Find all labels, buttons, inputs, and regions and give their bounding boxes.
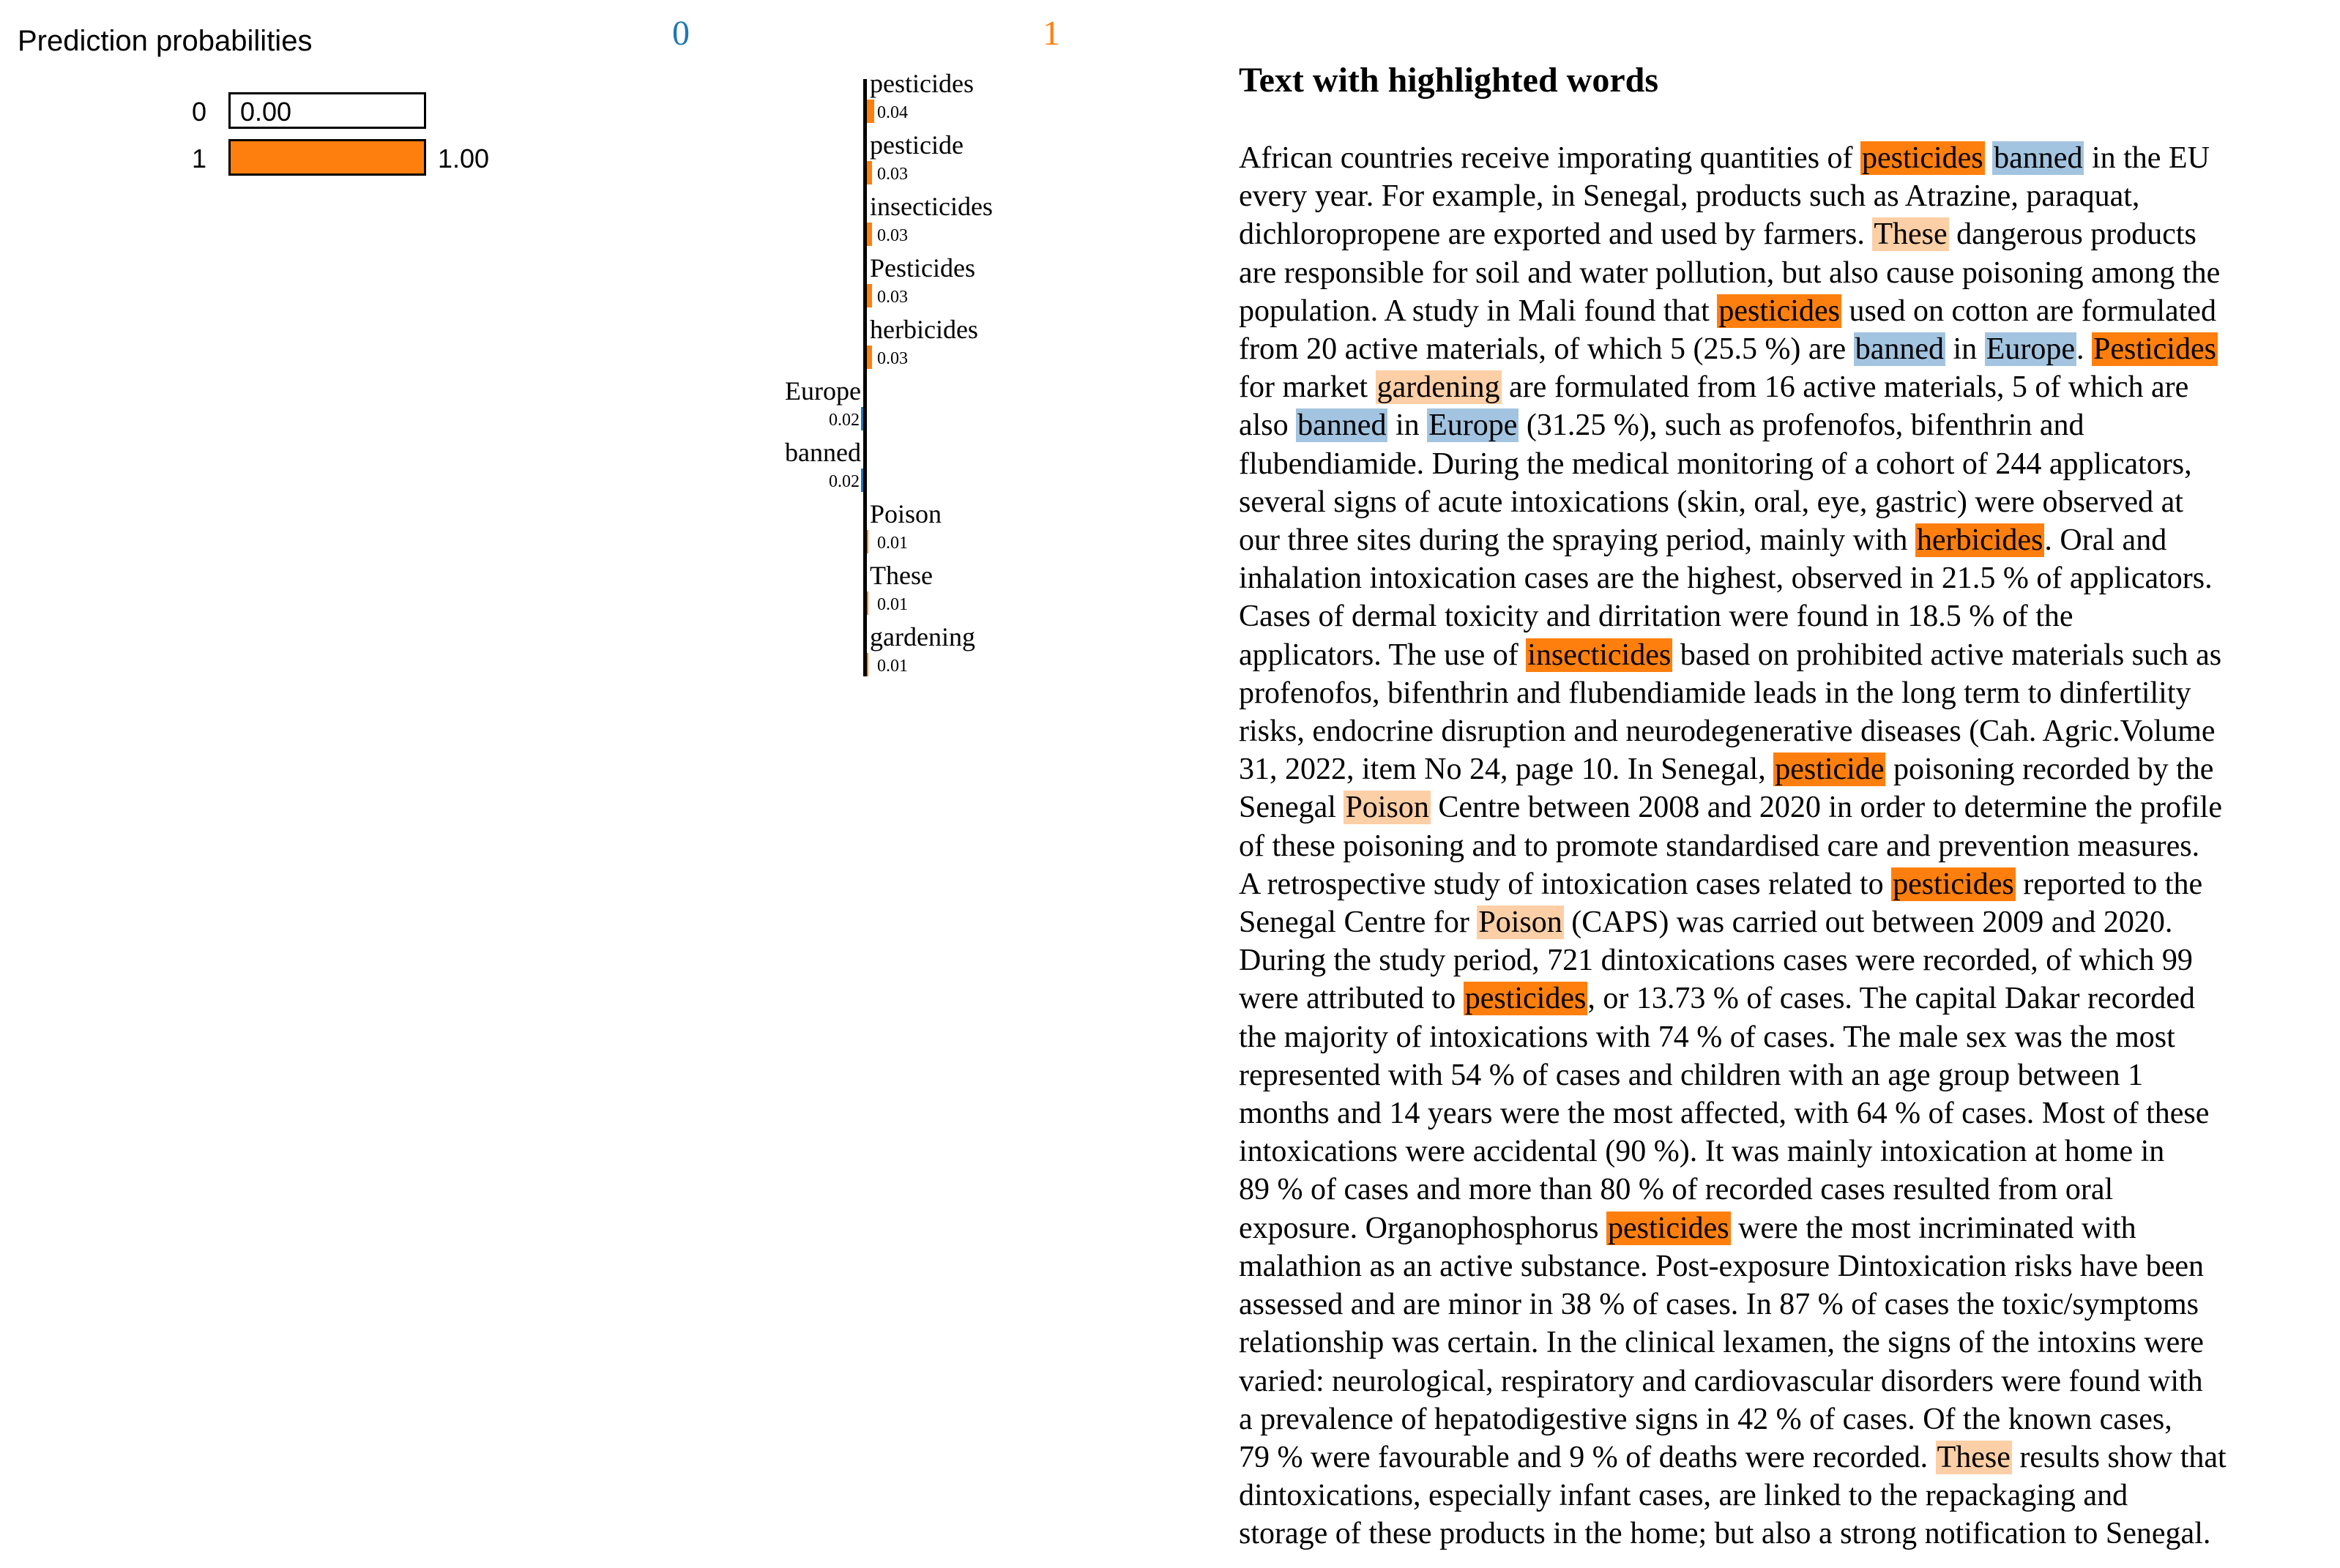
feature-value-label: 0.02 xyxy=(829,472,860,491)
text-line xyxy=(1239,1056,2322,1094)
text-segment: (31.25 %), such as profenofos, bifenthrin and xyxy=(1519,408,2084,443)
text-line xyxy=(1239,1476,2322,1515)
text-line xyxy=(1239,1515,2322,1553)
text-line xyxy=(1239,979,2322,1018)
highlighted-word: pesticides xyxy=(1608,1211,1729,1245)
feature-word-label: pesticide xyxy=(870,130,964,160)
text-segment: A retrospective study of intoxication cases related to xyxy=(1239,867,1892,901)
feature-word-label: insecticides xyxy=(870,192,993,221)
text-line xyxy=(1239,1018,2322,1056)
text-segment: dichloropropene are exported and used by farmers. xyxy=(1239,217,1873,252)
text-segment: . Oral and xyxy=(2044,523,2167,558)
text-segment: reported to the xyxy=(2015,867,2203,901)
text-segment: were the most incriminated with xyxy=(1730,1211,2136,1245)
text-line xyxy=(1239,215,2322,253)
highlighted-text-body xyxy=(1239,139,2322,1553)
text-segment: also xyxy=(1239,408,1297,443)
text-segment: poisoning recorded by the xyxy=(1885,753,2214,787)
text-segment: , or 13.73 % of cases. The capital Dakar recorded xyxy=(1587,982,2195,1016)
text-line xyxy=(1239,1438,2322,1476)
highlighted-word: pesticides xyxy=(1862,141,1983,175)
highlighted-word: banned xyxy=(1994,141,2083,175)
text-line xyxy=(1239,636,2322,674)
text-segment: of these poisoning and to promote standardised care and prevention measures. xyxy=(1239,829,2200,863)
text-segment: exposure. Organophosphorus xyxy=(1239,1211,1606,1245)
text-line xyxy=(1239,1247,2322,1285)
text-line xyxy=(1239,597,2322,635)
text-line xyxy=(1239,788,2322,826)
prob-class-label: 0 xyxy=(192,97,207,127)
text-line xyxy=(1239,521,2322,559)
text-segment: were attributed to xyxy=(1239,982,1464,1016)
feature-word-label: herbicides xyxy=(870,315,978,344)
feature-value-label: 0.01 xyxy=(877,657,908,676)
text-line xyxy=(1239,1362,2322,1400)
feature-chart-axis xyxy=(863,79,867,676)
text-segment: varied: neurological, respiratory and cardiovascular disorders were found with xyxy=(1239,1364,2203,1398)
text-line xyxy=(1239,1285,2322,1324)
feature-word-label: These xyxy=(870,561,933,590)
text-segment: 79 % were favourable and 9 % of deaths were recorded. xyxy=(1239,1440,1936,1474)
text-segment: flubendiamide. During the medical monitoring of a cohort of 244 applicators, xyxy=(1239,447,2192,481)
feature-value-label: 0.03 xyxy=(877,226,908,245)
text-segment: intoxications were accidental (90 %). It was mainly intoxication at home in xyxy=(1239,1135,2165,1169)
text-segment: in xyxy=(1387,408,1428,443)
class-label-0: 0 xyxy=(672,14,690,53)
highlighted-word: insecticides xyxy=(1527,638,1672,672)
text-segment: are responsible for soil and water pollution, but also cause poisoning among the xyxy=(1239,255,2221,290)
text-segment: are formulated from 16 active materials, 5 of which are xyxy=(1501,370,2189,405)
highlighted-word: Europe xyxy=(1428,408,1518,443)
text-line xyxy=(1239,445,2322,483)
prob-bar-fill xyxy=(231,141,424,173)
prob-value: 1.00 xyxy=(438,143,490,173)
text-line xyxy=(1239,750,2322,788)
text-segment: several signs of acute intoxications (skin, oral, eye, gastric) were observed at xyxy=(1239,485,2183,519)
feature-value-label: 0.01 xyxy=(877,534,908,553)
text-segment: inhalation intoxication cases are the highest, observed in 21.5 % of applicators. xyxy=(1239,561,2213,596)
text-segment: every year. For example, in Senegal, products such as Atrazine, paraquat, xyxy=(1239,179,2140,214)
text-segment: risks, endocrine disruption and neurodegenerative diseases (Cah. Agric.Volume xyxy=(1239,714,2216,749)
text-line xyxy=(1239,865,2322,903)
feature-value-label: 0.01 xyxy=(877,595,908,614)
feature-word-label: banned xyxy=(785,438,861,467)
text-line xyxy=(1239,903,2322,941)
text-segment: in xyxy=(1945,332,1985,367)
text-segment: the majority of intoxications with 74 % of cases. The male sex was the most xyxy=(1239,1020,2175,1054)
text-segment: from 20 active materials, of which 5 (25.5 %) are xyxy=(1239,332,1854,367)
text-segment: African countries receive imporating quantities of xyxy=(1239,141,1861,175)
text-line xyxy=(1239,1132,2322,1171)
text-segment: During the study period, 721 dintoxications cases were recorded, of which 99 xyxy=(1239,944,2193,978)
feature-value-label: 0.02 xyxy=(829,411,860,430)
text-segment: Cases of dermal toxicity and dirritation were found in 18.5 % of the xyxy=(1239,600,2073,634)
prediction-probabilities-title: Prediction probabilities xyxy=(18,25,313,57)
feature-value-label: 0.03 xyxy=(877,165,908,184)
text-segment: our three sites during the spraying period, mainly with xyxy=(1239,523,1915,558)
highlighted-word: Poison xyxy=(1345,791,1429,825)
text-line xyxy=(1239,139,2322,177)
text-segment xyxy=(1985,141,1993,175)
text-segment: results show that xyxy=(2011,1440,2227,1474)
text-segment: assessed and are minor in 38 % of cases. In 87 % of cases the toxic/symptoms xyxy=(1239,1288,2199,1322)
text-line xyxy=(1239,1094,2322,1132)
text-segment: for market xyxy=(1239,370,1376,405)
highlighted-word: pesticides xyxy=(1893,867,2014,901)
text-line xyxy=(1239,674,2322,712)
text-segment: a prevalence of hepatodigestive signs in 42 % of cases. Of the known cases, xyxy=(1239,1402,2172,1436)
highlighted-word: pesticides xyxy=(1718,294,1840,328)
text-segment: malathion as an active substance. Post-exposure Dintoxication risks have been xyxy=(1239,1249,2204,1283)
highlighted-word: pesticides xyxy=(1464,982,1587,1016)
feature-word-label: gardening xyxy=(870,622,975,652)
text-segment: (CAPS) was carried out between 2009 and 2020. xyxy=(1563,906,2173,940)
text-segment: Senegal Centre for xyxy=(1239,906,1478,940)
text-segment: dangerous products xyxy=(1948,217,2196,252)
prob-class-label: 1 xyxy=(192,143,207,173)
text-line xyxy=(1239,330,2322,368)
highlighted-word: Europe xyxy=(1986,332,2075,367)
text-line xyxy=(1239,559,2322,597)
text-line xyxy=(1239,292,2322,330)
highlighted-word: Pesticides xyxy=(2093,332,2216,367)
text-line xyxy=(1239,827,2322,865)
text-segment: population. A study in Mali found that xyxy=(1239,294,1718,328)
text-segment: 31, 2022, item No 24, page 10. In Senegal, xyxy=(1239,753,1774,787)
feature-value-label: 0.04 xyxy=(877,103,908,122)
feature-word-label: Europe xyxy=(785,376,861,406)
feature-value-label: 0.03 xyxy=(877,349,908,368)
text-line xyxy=(1239,483,2322,521)
text-segment: used on cotton are formulated xyxy=(1841,294,2216,328)
highlighted-text-title: Text with highlighted words xyxy=(1239,61,1658,100)
highlighted-word: banned xyxy=(1297,408,1387,443)
text-segment: . xyxy=(2076,332,2092,367)
highlighted-word: These xyxy=(1874,217,1948,252)
text-segment: 89 % of cases and more than 80 % of recorded cases resulted from oral xyxy=(1239,1173,2114,1207)
text-line xyxy=(1239,406,2322,444)
text-line xyxy=(1239,254,2322,292)
text-line xyxy=(1239,1400,2322,1438)
prob-value: 0.00 xyxy=(240,97,292,127)
highlighted-word: gardening xyxy=(1376,370,1500,405)
feature-word-label: Poison xyxy=(870,499,942,529)
text-segment: represented with 54 % of cases and children with an age group between 1 xyxy=(1239,1058,2144,1092)
text-segment: Centre between 2008 and 2020 in order to determine the profile xyxy=(1430,791,2222,825)
class-label-1: 1 xyxy=(1043,14,1060,53)
text-line xyxy=(1239,712,2322,750)
highlighted-word: Poison xyxy=(1478,906,1562,940)
feature-word-label: Pesticides xyxy=(870,253,975,283)
text-line xyxy=(1239,1209,2322,1247)
text-segment: based on prohibited active materials such as xyxy=(1672,638,2222,672)
text-line xyxy=(1239,368,2322,406)
feature-value-label: 0.03 xyxy=(877,288,908,307)
text-segment: storage of these products in the home; but also a strong notification to Senegal. xyxy=(1239,1517,2211,1551)
text-segment: months and 14 years were the most affected, with 64 % of cases. Most of these xyxy=(1239,1097,2210,1131)
text-line xyxy=(1239,1171,2322,1209)
highlighted-word: pesticide xyxy=(1775,753,1885,787)
text-segment: applicators. The use of xyxy=(1239,638,1527,672)
feature-word-label: pesticides xyxy=(870,69,974,98)
text-line xyxy=(1239,1324,2322,1362)
text-line xyxy=(1239,941,2322,979)
text-segment: dintoxications, especially infant cases, are linked to the repackaging and xyxy=(1239,1479,2128,1513)
text-segment: relationship was certain. In the clinical lexamen, the signs of the intoxins were xyxy=(1239,1326,2204,1360)
highlighted-word: banned xyxy=(1855,332,1944,367)
text-segment: profenofos, bifenthrin and flubendiamide leads in the long term to dinfertility xyxy=(1239,676,2191,710)
highlighted-word: These xyxy=(1937,1440,2011,1474)
text-line xyxy=(1239,177,2322,215)
text-segment: in the EU xyxy=(2084,141,2210,175)
text-segment: Senegal xyxy=(1239,791,1344,825)
highlighted-word: herbicides xyxy=(1916,523,2043,558)
